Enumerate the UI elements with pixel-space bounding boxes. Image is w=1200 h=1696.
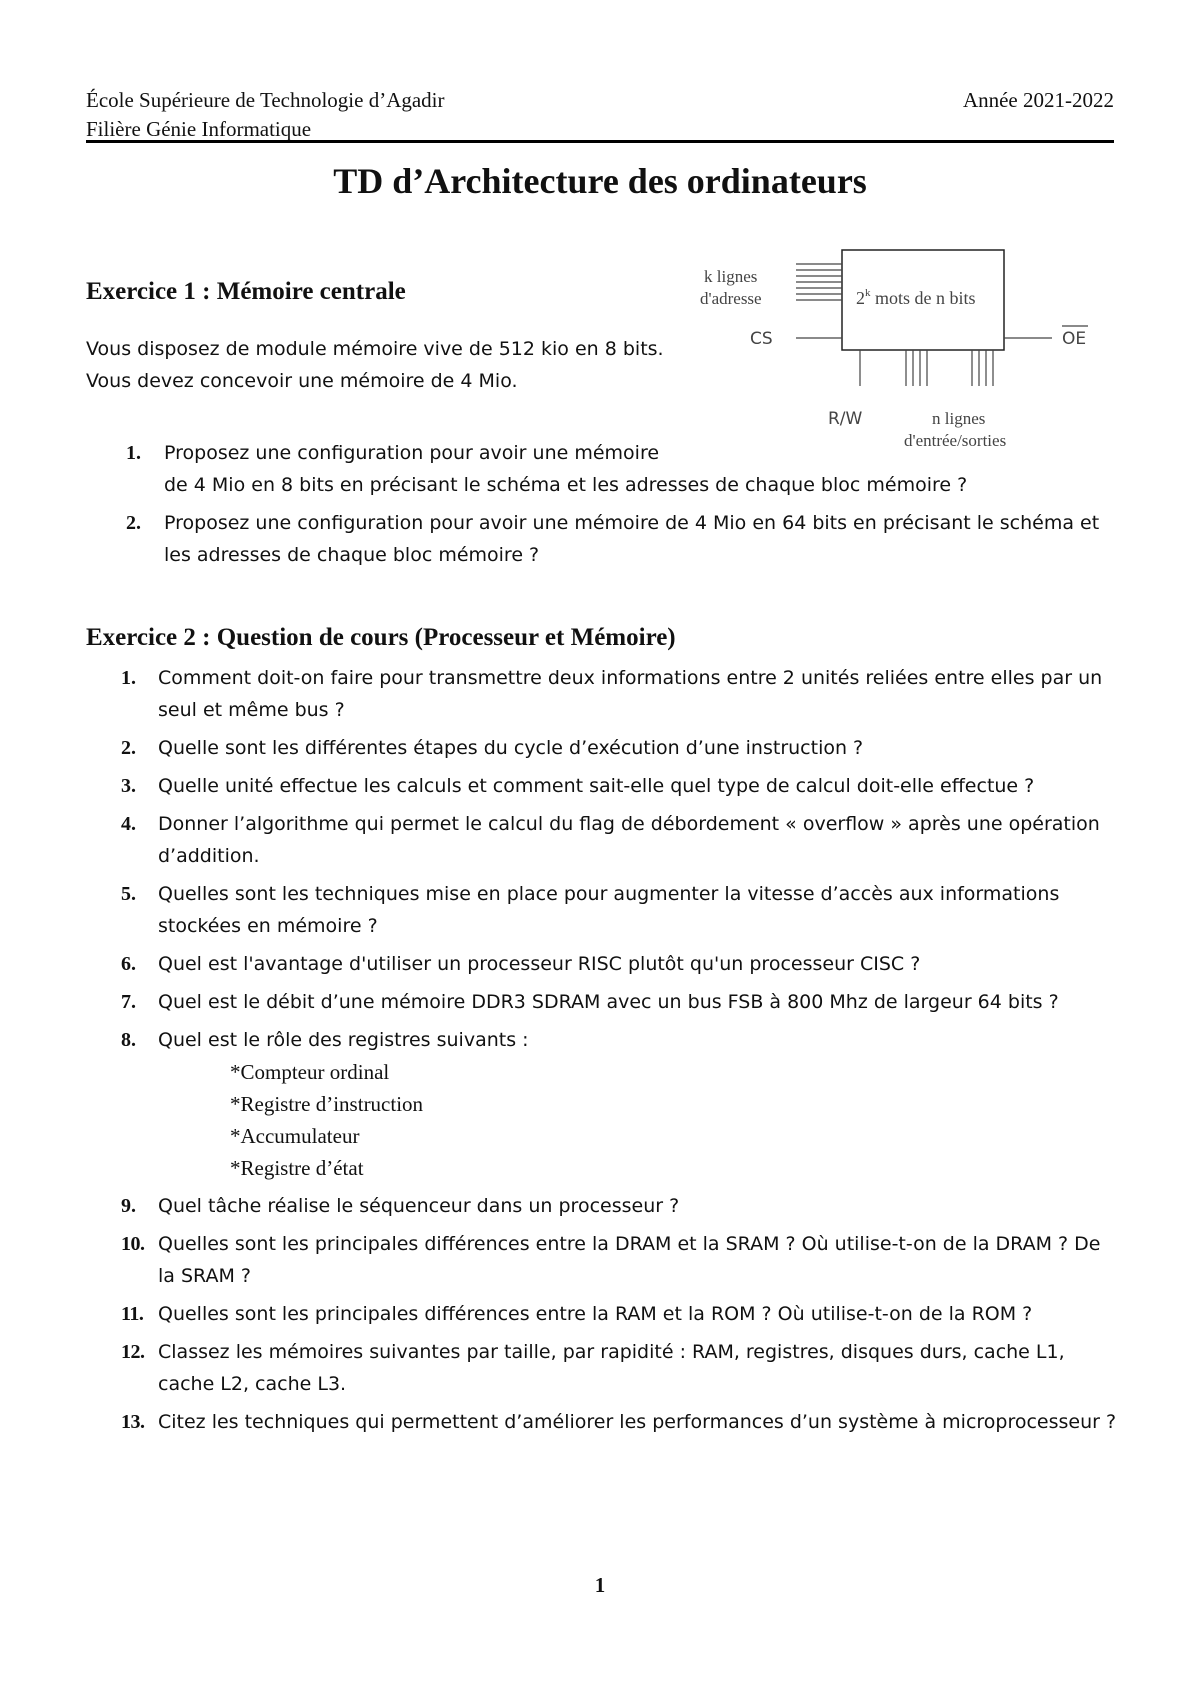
question-text: Quel est le débit d’une mémoire DDR3 SDRAM avec un bus FSB à 800 Mhz de largeur 64 bits ?: [158, 991, 1059, 1013]
register-item: *Accumulateur: [230, 1124, 360, 1148]
list-item: [86, 1228, 1118, 1292]
box-label-base: 2: [856, 288, 865, 308]
rw-label: R/W: [828, 409, 863, 429]
list-item: [86, 770, 1118, 802]
question-text: Quel est le rôle des registres suivants :: [158, 1029, 529, 1051]
header-left: [86, 86, 445, 144]
register-item: *Registre d’état: [230, 1156, 364, 1180]
list-item: [86, 948, 1118, 980]
question-number: 3.: [121, 775, 136, 797]
list-item: [86, 437, 1114, 501]
address-label-2: d'adresse: [700, 289, 762, 308]
exercise2-title: Exercice 2 : Question de cours (Processeur et Mémoire): [86, 624, 676, 651]
list-item: [86, 1336, 1118, 1400]
question-text: Quelles sont les techniques mise en place pour augmenter la vitesse d’accès aux informations stockées en mémoire ?: [158, 883, 1060, 937]
box-label-sup: k: [865, 287, 871, 299]
question-number: 12.: [121, 1341, 145, 1363]
exercise1-title: Exercice 1 : Mémoire centrale: [86, 278, 406, 305]
io-label-1: n lignes: [932, 409, 986, 428]
school-name: École Supérieure de Technologie d’Agadir: [86, 88, 445, 112]
question-text: Citez les techniques qui permettent d’améliorer les performances d’un système à microprocesseur ?: [158, 1411, 1117, 1433]
question-text: Quelle sont les différentes étapes du cycle d’exécution d’une instruction ?: [158, 737, 864, 759]
list-item: [86, 878, 1118, 942]
program-name: Filière Génie Informatique: [86, 117, 312, 141]
list-item: [86, 1298, 1118, 1330]
register-list: [158, 1056, 1118, 1184]
cs-label: CS: [750, 329, 773, 349]
intro-line-1: Vous disposez de module mémoire vive de 512 kio en 8 bits.: [86, 338, 664, 360]
question-number: 2.: [121, 737, 136, 759]
question-text: Quelle unité effectue les calculs et comment sait-elle quel type de calcul doit-elle effectue ?: [158, 775, 1035, 797]
question-number: 4.: [121, 813, 136, 835]
register-item: *Registre d’instruction: [230, 1092, 424, 1116]
document-title: TD d’Architecture des ordinateurs: [333, 161, 867, 201]
list-item: [86, 1024, 1118, 1184]
header-rule: [86, 140, 1114, 143]
list-item: [86, 1190, 1118, 1222]
question-text: Quelles sont les principales différences entre la DRAM et la SRAM ? Où utilise-t-on de la DRAM ? De la SRAM ?: [158, 1233, 1101, 1287]
question-number: 1.: [121, 667, 136, 689]
question-text: Quelles sont les principales différences entre la RAM et la ROM ? Où utilise-t-on de la ROM ?: [158, 1303, 1033, 1325]
address-label-1: k lignes: [704, 267, 758, 286]
exercise1-questions: [86, 437, 1114, 577]
question-text: Quel est l'avantage d'utiliser un processeur RISC plutôt qu'un processeur CISC ?: [158, 953, 921, 975]
question-number: 6.: [121, 953, 136, 975]
question-text-line-2: de 4 Mio en 8 bits en précisant le schéma et les adresses de chaque bloc mémoire ?: [164, 474, 968, 496]
page-number: 1: [594, 1573, 606, 1597]
question-number: 7.: [121, 991, 136, 1013]
box-label-rest: mots de n bits: [870, 288, 976, 308]
exercise1-intro: [86, 333, 664, 397]
list-item: [86, 507, 1114, 571]
list-item: [86, 808, 1118, 872]
list-item: [86, 662, 1118, 726]
list-item: [86, 986, 1118, 1018]
question-text: Proposez une configuration pour avoir une mémoire de 4 Mio en 64 bits en précisant le schéma et les adresses de chaque bloc mémoire ?: [164, 512, 1100, 566]
question-text: Classez les mémoires suivantes par taille, par rapidité : RAM, registres, disques durs, cache L1, cache L2, cache L3.: [158, 1341, 1065, 1395]
register-item: *Compteur ordinal: [230, 1060, 390, 1084]
question-text: Donner l’algorithme qui permet le calcul du flag de débordement « overflow » après une opération d’addition.: [158, 813, 1100, 867]
question-number: 2.: [126, 512, 141, 534]
list-item: [86, 732, 1118, 764]
memory-module-diagram: [680, 240, 1120, 460]
question-number: 1.: [126, 442, 141, 464]
question-number: 8.: [121, 1029, 136, 1051]
oe-label: OE: [1062, 329, 1087, 349]
question-number: 9.: [121, 1195, 136, 1217]
question-number: 10.: [121, 1233, 145, 1255]
question-number: 13.: [121, 1411, 145, 1433]
box-label: [856, 287, 976, 308]
question-text: Quel tâche réalise le séquenceur dans un processeur ?: [158, 1195, 680, 1217]
io-label-2: d'entrée/sorties: [904, 431, 1007, 450]
intro-line-2: Vous devez concevoir une mémoire de 4 Mio.: [86, 370, 518, 392]
question-number: 11.: [121, 1303, 144, 1325]
list-item: [86, 1406, 1118, 1438]
academic-year: Année 2021-2022: [962, 88, 1114, 112]
exercise2-questions: [86, 662, 1118, 1444]
question-text: Comment doit-on faire pour transmettre deux informations entre 2 unités reliées entre elles par un seul et même bus ?: [158, 667, 1103, 721]
question-number: 5.: [121, 883, 136, 905]
question-text-line-1: Proposez une configuration pour avoir une mémoire: [164, 442, 660, 464]
